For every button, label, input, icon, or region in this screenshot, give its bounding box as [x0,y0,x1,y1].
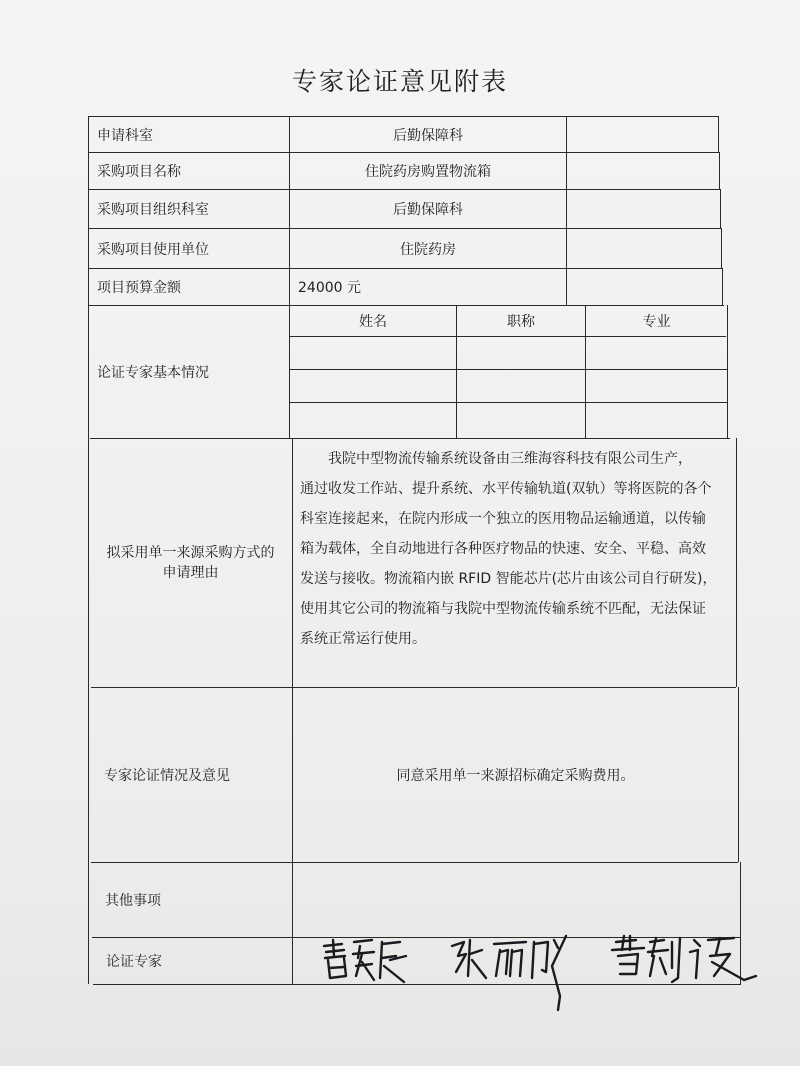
reason-label-line1: 拟采用单一来源采购方式的 [106,545,275,561]
department-value: 后勤保障科 [393,127,463,144]
rule [718,116,719,152]
signature-1 [320,936,410,986]
rule [289,369,727,370]
project-name-label: 采购项目名称 [97,164,181,180]
rule [722,268,723,305]
rule [289,336,726,337]
rule [719,152,720,189]
reason-line: 通过收发工作站、提升系统、水平传输轨道(双轨）等将医院的各个 [300,481,712,497]
user-unit-value: 住院药房 [400,241,456,258]
user-unit-label: 采购项目使用单位 [97,241,209,258]
experts-col-title: 职称 [507,314,535,330]
rule [289,402,728,403]
experts-col-specialty: 专业 [642,314,671,330]
opinion-value: 同意采用单一来源招标确定采购费用。 [396,768,635,784]
rule [721,228,722,268]
org-department-value: 后勤保障科 [393,202,463,218]
other-value [293,863,740,937]
department-label: 申请科室 [97,127,153,144]
budget-label: 项目预算金额 [97,280,181,296]
signature-2 [448,936,573,1016]
reason-text [300,444,738,654]
rule [738,687,739,862]
reason-label-line2: 申请理由 [162,565,219,581]
page-title: 专家论证意见附表 [291,67,508,96]
signers-label: 论证专家 [106,954,162,970]
reason-line: 系统正常运行使用。 [300,631,426,647]
reason-line: 箱为载体，全自动地进行各种医疗物品的快速、安全、平稳、高效 [300,541,706,557]
budget-value: 24000 元 [298,280,361,296]
other-label: 其他事项 [105,893,161,909]
experts-label: 论证专家基本情况 [97,365,209,381]
rule [566,116,567,305]
org-department-label: 采购项目组织科室 [97,202,209,218]
experts-col-name: 姓名 [359,314,387,330]
rule [720,189,721,228]
reason-line: 科室连接起来，在院内形成一个独立的医用物品运输通道，以传输 [300,511,706,527]
reason-line: 发送与接收。物流箱内嵌 RFID 智能芯片(芯片由该公司自行研发)， [300,571,717,587]
reason-label [89,439,292,687]
opinion-label: 专家论证情况及意见 [104,768,230,784]
signature-3 [606,936,756,996]
reason-line: 我院中型物流传输系统设备由三维海容科技有限公司生产， [328,451,692,467]
rule [727,305,728,438]
reason-line: 使用其它公司的物流箱与我院中型物流传输系统不匹配，无法保证 [300,601,706,617]
project-name-value: 住院药房购置物流箱 [365,164,491,180]
